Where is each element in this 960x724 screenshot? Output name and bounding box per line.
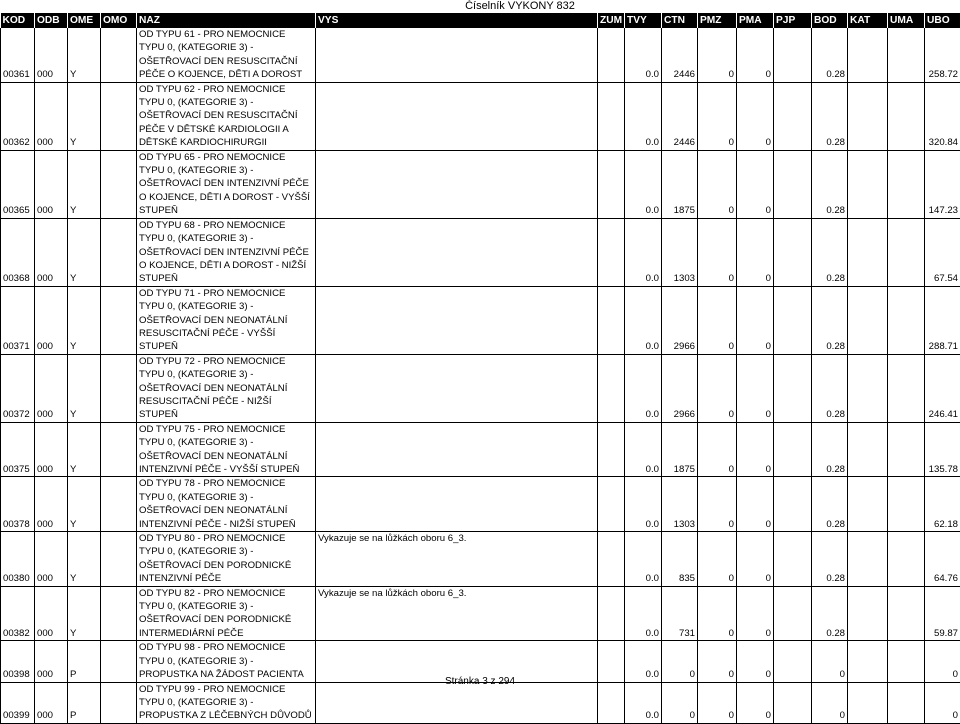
cell-val: 0 xyxy=(812,641,848,682)
cell-odb: 000 xyxy=(35,586,68,641)
column-header-pmz: PMZ xyxy=(698,13,737,28)
cell-vys xyxy=(316,477,598,532)
cell-pmz: 0 xyxy=(698,354,737,422)
cell-omo xyxy=(101,586,137,641)
cell-odb: 000 xyxy=(35,28,68,82)
cell-odb: 000 xyxy=(35,218,68,286)
table-row xyxy=(1,586,960,641)
cell-tvy: 0.0 xyxy=(625,532,662,587)
cell-bod: 258.72 xyxy=(925,28,960,82)
cell-pma: 0 xyxy=(737,641,774,682)
cell-uma xyxy=(888,682,925,723)
codelist-table xyxy=(0,13,960,724)
cell-omo xyxy=(101,218,137,286)
cell-odb: 000 xyxy=(35,354,68,422)
cell-bod: 0 xyxy=(925,641,960,682)
cell-pma: 0 xyxy=(737,422,774,477)
cell-ome: P xyxy=(68,641,101,682)
cell-ctn: 731 xyxy=(662,586,698,641)
cell-tvy: 0.0 xyxy=(625,682,662,723)
cell-kat xyxy=(848,422,888,477)
cell-kat xyxy=(848,150,888,218)
cell-val: 0.28 xyxy=(812,477,848,532)
cell-pmz: 0 xyxy=(698,641,737,682)
cell-ome: Y xyxy=(68,422,101,477)
cell-pma: 0 xyxy=(737,28,774,82)
cell-val: 0.28 xyxy=(812,286,848,354)
cell-vys xyxy=(316,682,598,723)
cell-omo xyxy=(101,150,137,218)
table-header xyxy=(1,13,960,28)
cell-uma xyxy=(888,286,925,354)
cell-naz: OD TYPU 72 - PRO NEMOCNICE TYPU 0, (KATEGORIE 3) - OŠETŘOVACÍ DEN NEONATÁLNÍ RESUSCITAČNÍ PÉČE - NIŽŠÍ STUPEŇ xyxy=(137,354,316,422)
cell-ome: Y xyxy=(68,286,101,354)
cell-tvy: 0.0 xyxy=(625,286,662,354)
cell-pjp xyxy=(774,586,812,641)
column-header-bod: BOD xyxy=(812,13,848,28)
cell-ome: Y xyxy=(68,28,101,82)
cell-bod: 0 xyxy=(925,682,960,723)
cell-kat xyxy=(848,532,888,587)
cell-kod: 00361 xyxy=(1,28,35,82)
column-header-zum: ZUM xyxy=(598,13,625,28)
cell-val: 0.28 xyxy=(812,354,848,422)
cell-zum xyxy=(598,150,625,218)
cell-val: 0.28 xyxy=(812,532,848,587)
cell-vys xyxy=(316,82,598,150)
cell-ome: Y xyxy=(68,477,101,532)
cell-zum xyxy=(598,422,625,477)
cell-pma: 0 xyxy=(737,354,774,422)
page-footer xyxy=(0,676,960,687)
cell-uma xyxy=(888,422,925,477)
cell-val: 0.28 xyxy=(812,82,848,150)
table-row xyxy=(1,218,960,286)
cell-val: 0.28 xyxy=(812,218,848,286)
cell-pmz: 0 xyxy=(698,150,737,218)
cell-odb: 000 xyxy=(35,82,68,150)
cell-bod: 147.23 xyxy=(925,150,960,218)
cell-pma: 0 xyxy=(737,218,774,286)
cell-zum xyxy=(598,218,625,286)
cell-zum xyxy=(598,586,625,641)
cell-odb: 000 xyxy=(35,682,68,723)
cell-kat xyxy=(848,682,888,723)
cell-ctn: 1875 xyxy=(662,150,698,218)
cell-pmz: 0 xyxy=(698,532,737,587)
cell-pmz: 0 xyxy=(698,586,737,641)
cell-vys xyxy=(316,150,598,218)
cell-odb: 000 xyxy=(35,641,68,682)
cell-pmz: 0 xyxy=(698,422,737,477)
table-row xyxy=(1,354,960,422)
cell-uma xyxy=(888,354,925,422)
cell-uma xyxy=(888,82,925,150)
cell-naz: OD TYPU 61 - PRO NEMOCNICE TYPU 0, (KATEGORIE 3) - OŠETŘOVACÍ DEN RESUSCITAČNÍ PÉČE O KOJENCE, DĚTI A DOROST xyxy=(137,28,316,82)
cell-pjp xyxy=(774,28,812,82)
cell-ctn: 1303 xyxy=(662,477,698,532)
cell-omo xyxy=(101,82,137,150)
cell-kat xyxy=(848,82,888,150)
cell-zum xyxy=(598,532,625,587)
cell-uma xyxy=(888,532,925,587)
cell-kat xyxy=(848,477,888,532)
cell-pjp xyxy=(774,82,812,150)
cell-kod: 00375 xyxy=(1,422,35,477)
cell-kod: 00399 xyxy=(1,682,35,723)
cell-val: 0.28 xyxy=(812,28,848,82)
cell-uma xyxy=(888,586,925,641)
cell-vys xyxy=(316,28,598,82)
cell-ome: Y xyxy=(68,150,101,218)
cell-kat xyxy=(848,28,888,82)
page-number: Stránka 3 z 294 xyxy=(445,676,515,687)
cell-ome: P xyxy=(68,682,101,723)
cell-odb: 000 xyxy=(35,422,68,477)
cell-ctn: 1875 xyxy=(662,422,698,477)
cell-tvy: 0.0 xyxy=(625,82,662,150)
cell-kod: 00365 xyxy=(1,150,35,218)
cell-pma: 0 xyxy=(737,682,774,723)
cell-vys xyxy=(316,218,598,286)
cell-naz: OD TYPU 80 - PRO NEMOCNICE TYPU 0, (KATEGORIE 3) - OŠETŘOVACÍ DEN PORODNICKÉ INTENZIVNÍ PÉČE xyxy=(137,532,316,587)
cell-uma xyxy=(888,477,925,532)
cell-tvy: 0.0 xyxy=(625,422,662,477)
cell-pjp xyxy=(774,477,812,532)
cell-kat xyxy=(848,354,888,422)
column-header-ctn: CTN xyxy=(662,13,698,28)
cell-tvy: 0.0 xyxy=(625,641,662,682)
cell-pma: 0 xyxy=(737,586,774,641)
cell-ome: Y xyxy=(68,586,101,641)
cell-vys xyxy=(316,354,598,422)
cell-val: 0.28 xyxy=(812,586,848,641)
cell-kod: 00362 xyxy=(1,82,35,150)
cell-odb: 000 xyxy=(35,286,68,354)
cell-kod: 00368 xyxy=(1,218,35,286)
cell-pma: 0 xyxy=(737,477,774,532)
cell-bod: 64.76 xyxy=(925,532,960,587)
cell-naz: OD TYPU 75 - PRO NEMOCNICE TYPU 0, (KATEGORIE 3) - OŠETŘOVACÍ DEN NEONATÁLNÍ INTENZIVNÍ PÉČE - VYŠŠÍ STUPEŇ xyxy=(137,422,316,477)
cell-tvy: 0.0 xyxy=(625,28,662,82)
cell-pmz: 0 xyxy=(698,82,737,150)
cell-pmz: 0 xyxy=(698,28,737,82)
cell-omo xyxy=(101,532,137,587)
column-header-pjp: PJP xyxy=(774,13,812,28)
cell-ctn: 1303 xyxy=(662,218,698,286)
column-header-kod: KOD xyxy=(1,13,35,28)
cell-tvy: 0.0 xyxy=(625,354,662,422)
cell-pma: 0 xyxy=(737,286,774,354)
document-title xyxy=(0,0,960,13)
cell-kod: 00371 xyxy=(1,286,35,354)
cell-bod: 246.41 xyxy=(925,354,960,422)
table-body xyxy=(1,28,960,723)
cell-pma: 0 xyxy=(737,82,774,150)
cell-pma: 0 xyxy=(737,532,774,587)
column-header-odb: ODB xyxy=(35,13,68,28)
cell-uma xyxy=(888,150,925,218)
cell-pjp xyxy=(774,354,812,422)
cell-ome: Y xyxy=(68,82,101,150)
cell-pmz: 0 xyxy=(698,682,737,723)
cell-omo xyxy=(101,682,137,723)
cell-ctn: 2966 xyxy=(662,286,698,354)
cell-vys: Vykazuje se na lůžkách oboru 6_3. xyxy=(316,532,598,587)
column-header-naz: NAZ xyxy=(137,13,316,28)
cell-odb: 000 xyxy=(35,150,68,218)
cell-ome: Y xyxy=(68,218,101,286)
cell-kat xyxy=(848,586,888,641)
cell-kod: 00380 xyxy=(1,532,35,587)
cell-ctn: 2446 xyxy=(662,28,698,82)
cell-pma: 0 xyxy=(737,150,774,218)
column-header-tvy: TVY xyxy=(625,13,662,28)
table-row xyxy=(1,422,960,477)
cell-pjp xyxy=(774,422,812,477)
cell-uma xyxy=(888,28,925,82)
cell-odb: 000 xyxy=(35,477,68,532)
cell-naz: OD TYPU 65 - PRO NEMOCNICE TYPU 0, (KATEGORIE 3) - OŠETŘOVACÍ DEN INTENZIVNÍ PÉČE O KOJENCE, DĚTI A DOROST - VYŠŠÍ STUPEŇ xyxy=(137,150,316,218)
cell-val: 0.28 xyxy=(812,150,848,218)
table-row xyxy=(1,477,960,532)
cell-naz: OD TYPU 99 - PRO NEMOCNICE TYPU 0, (KATEGORIE 3) - PROPUSTKA Z LÉČEBNÝCH DŮVODŮ xyxy=(137,682,316,723)
cell-kod: 00378 xyxy=(1,477,35,532)
table-row xyxy=(1,286,960,354)
cell-pjp xyxy=(774,532,812,587)
cell-tvy: 0.0 xyxy=(625,586,662,641)
column-header-omo: OMO xyxy=(101,13,137,28)
table-row xyxy=(1,28,960,82)
column-header-vys: VYS xyxy=(316,13,598,28)
cell-tvy: 0.0 xyxy=(625,218,662,286)
cell-omo xyxy=(101,28,137,82)
cell-uma xyxy=(888,218,925,286)
cell-zum xyxy=(598,682,625,723)
cell-naz: OD TYPU 68 - PRO NEMOCNICE TYPU 0, (KATEGORIE 3) - OŠETŘOVACÍ DEN INTENZIVNÍ PÉČE O KOJENCE, DĚTI A DOROST - NIŽŠÍ STUPEŇ xyxy=(137,218,316,286)
table-row xyxy=(1,150,960,218)
table-row xyxy=(1,82,960,150)
cell-pmz: 0 xyxy=(698,218,737,286)
cell-bod: 67.54 xyxy=(925,218,960,286)
cell-bod: 135.78 xyxy=(925,422,960,477)
cell-val: 0 xyxy=(812,682,848,723)
cell-zum xyxy=(598,477,625,532)
cell-ctn: 835 xyxy=(662,532,698,587)
cell-naz: OD TYPU 98 - PRO NEMOCNICE TYPU 0, (KATEGORIE 3) - PROPUSTKA NA ŽÁDOST PACIENTA xyxy=(137,641,316,682)
cell-pmz: 0 xyxy=(698,477,737,532)
column-header-ubo: UBO xyxy=(925,13,960,28)
cell-bod: 59.87 xyxy=(925,586,960,641)
cell-naz: OD TYPU 82 - PRO NEMOCNICE TYPU 0, (KATEGORIE 3) - OŠETŘOVACÍ DEN PORODNICKÉ INTERMEDIÁRNÍ PÉČE xyxy=(137,586,316,641)
column-header-kat: KAT xyxy=(848,13,888,28)
cell-kat xyxy=(848,286,888,354)
cell-bod: 288.71 xyxy=(925,286,960,354)
column-header-ome: OME xyxy=(68,13,101,28)
cell-pjp xyxy=(774,286,812,354)
cell-kod: 00382 xyxy=(1,586,35,641)
cell-pjp xyxy=(774,218,812,286)
cell-ctn: 0 xyxy=(662,641,698,682)
column-header-uma: UMA xyxy=(888,13,925,28)
cell-pmz: 0 xyxy=(698,286,737,354)
cell-vys: Vykazuje se na lůžkách oboru 6_3. xyxy=(316,586,598,641)
cell-vys xyxy=(316,422,598,477)
cell-omo xyxy=(101,477,137,532)
cell-kat xyxy=(848,218,888,286)
cell-naz: OD TYPU 62 - PRO NEMOCNICE TYPU 0, (KATEGORIE 3) - OŠETŘOVACÍ DEN RESUSCITAČNÍ PÉČE V DĚTSKÉ KARDIOLOGII A DĚTSKÉ KARDIOCHIRURGII xyxy=(137,82,316,150)
cell-tvy: 0.0 xyxy=(625,150,662,218)
cell-kod: 00398 xyxy=(1,641,35,682)
cell-naz: OD TYPU 78 - PRO NEMOCNICE TYPU 0, (KATEGORIE 3) - OŠETŘOVACÍ DEN NEONATÁLNÍ INTENZIVNÍ PÉČE - NIŽŠÍ STUPEŇ xyxy=(137,477,316,532)
cell-zum xyxy=(598,28,625,82)
cell-kod: 00372 xyxy=(1,354,35,422)
document-title-text: Číselník VYKONY 832 xyxy=(465,0,575,12)
cell-odb: 000 xyxy=(35,532,68,587)
cell-tvy: 0.0 xyxy=(625,477,662,532)
cell-ctn: 2966 xyxy=(662,354,698,422)
cell-ctn: 2446 xyxy=(662,82,698,150)
table-row xyxy=(1,682,960,723)
cell-omo xyxy=(101,422,137,477)
table-row xyxy=(1,532,960,587)
cell-pjp xyxy=(774,150,812,218)
cell-ome: Y xyxy=(68,354,101,422)
cell-val: 0.28 xyxy=(812,422,848,477)
cell-omo xyxy=(101,286,137,354)
cell-naz: OD TYPU 71 - PRO NEMOCNICE TYPU 0, (KATEGORIE 3) - OŠETŘOVACÍ DEN NEONATÁLNÍ RESUSCITAČNÍ PÉČE - VYŠŠÍ STUPEŇ xyxy=(137,286,316,354)
column-header-pma: PMA xyxy=(737,13,774,28)
header-row xyxy=(1,13,960,28)
cell-ome: Y xyxy=(68,532,101,587)
cell-bod: 320.84 xyxy=(925,82,960,150)
cell-zum xyxy=(598,354,625,422)
cell-vys xyxy=(316,286,598,354)
cell-bod: 62.18 xyxy=(925,477,960,532)
cell-zum xyxy=(598,82,625,150)
cell-zum xyxy=(598,286,625,354)
cell-pjp xyxy=(774,682,812,723)
cell-omo xyxy=(101,354,137,422)
cell-ctn: 0 xyxy=(662,682,698,723)
